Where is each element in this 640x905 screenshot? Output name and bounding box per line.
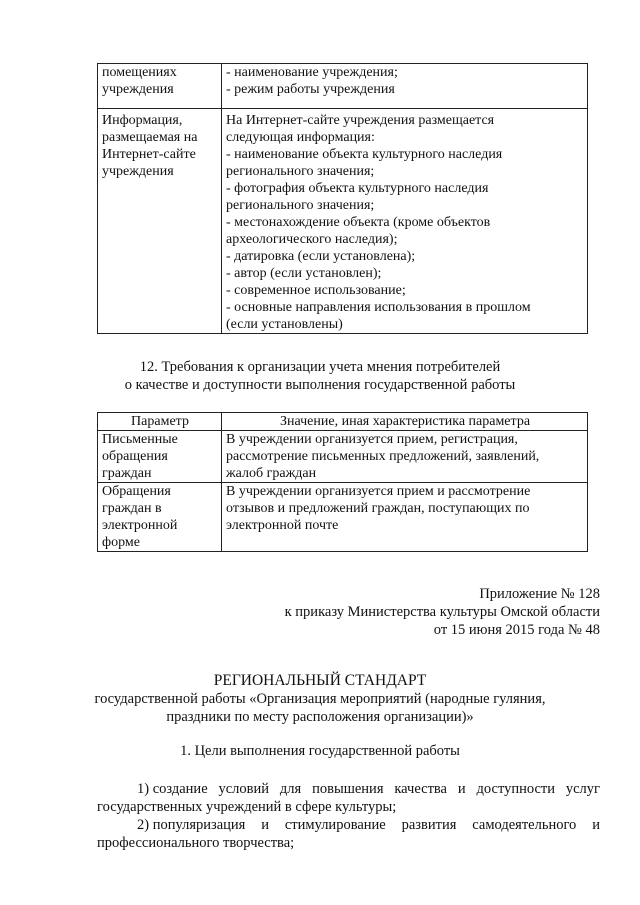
cell-line: граждан в (102, 501, 162, 516)
cell-line: размещаемая на (102, 130, 198, 145)
cell-line: археологического наследия); (226, 232, 398, 247)
table-cell (98, 109, 222, 334)
standard-subtitle: государственной работы «Организация мероприятий (народные гуляния, (94, 691, 546, 707)
word: и (592, 817, 600, 833)
word: повышения (312, 781, 384, 797)
cell-line: отзывов и предложений граждан, поступающих по (226, 501, 530, 516)
cell-line: - фотография объекта культурного наследия (226, 181, 489, 196)
word: и (261, 817, 269, 833)
section-1-heading: 1. Цели выполнения государственной работы (180, 743, 460, 759)
column-header: Параметр (98, 413, 222, 431)
cell-line: электронной (102, 518, 178, 533)
heading-line: о качестве и доступности выполнения государственной работы (124, 377, 516, 393)
table-cell (222, 109, 588, 334)
standard-title: РЕГИОНАЛЬНЫЙ СТАНДАРТ (213, 672, 427, 689)
cell-line: Письменные (102, 432, 178, 447)
cell-line: регионального значения; (226, 198, 375, 213)
word: самодеятельного (472, 817, 577, 833)
cell-line: форме (102, 535, 140, 550)
appendix-line: от 15 июня 2015 года № 48 (433, 622, 600, 638)
cell-line: - наименование учреждения; (226, 65, 398, 80)
cell-line: - основные направления использования в прошлом (226, 300, 531, 315)
cell-line: - современное использование; (226, 283, 406, 298)
column-header: Значение, иная характеристика параметра (222, 413, 588, 431)
justified-line (97, 780, 600, 798)
table-cell (98, 64, 222, 109)
appendix-line: Приложение № 128 (479, 586, 600, 602)
paragraph-line: государственных учреждений в сфере культуры; (97, 799, 397, 815)
section-12-heading (0, 358, 640, 394)
word: качества (394, 781, 447, 797)
cell-line: следующая информация: (226, 130, 375, 145)
cell-line: граждан (102, 466, 152, 481)
paragraph-2 (97, 816, 600, 852)
cell-line: На Интернет-сайте учреждения размещается (226, 113, 495, 128)
cell-line: - автор (если установлен); (226, 266, 382, 281)
word: и (457, 781, 466, 797)
cell-line: учреждения (102, 82, 174, 97)
cell-line: В учреждении организуется прием, регистрация, (226, 432, 518, 447)
table-row (98, 109, 588, 334)
word: 1) создание (137, 781, 208, 797)
cell-line: - режим работы учреждения (226, 82, 395, 97)
appendix-line: к приказу Министерства культуры Омской области (284, 604, 600, 620)
table-cell (222, 64, 588, 109)
word: стимулирование (284, 817, 386, 833)
word: услуг (565, 781, 600, 797)
cell-line: Информация, (102, 113, 183, 128)
paragraph-1 (97, 780, 600, 816)
table-cell (98, 483, 222, 552)
cell-line: Интернет-сайте (102, 147, 196, 162)
paragraph-line: профессионального творчества; (97, 835, 295, 851)
info-table (97, 63, 588, 334)
cell-line: Обращения (102, 484, 171, 499)
cell-line: обращения (102, 449, 168, 464)
table-row (98, 483, 588, 552)
cell-line: регионального значения; (226, 164, 375, 179)
cell-line: - местонахождение объекта (кроме объектов (226, 215, 491, 230)
cell-line: рассмотрение письменных предложений, заявлений, (226, 449, 540, 464)
word: условий (218, 781, 270, 797)
table-row (98, 431, 588, 483)
word: 2) популяризация (137, 817, 246, 833)
heading-line: 12. Требования к организации учета мнения потребителей (139, 359, 501, 375)
cell-line: - наименование объекта культурного наследия (226, 147, 503, 162)
cell-line: - датировка (если установлена); (226, 249, 416, 264)
cell-line: учреждения (102, 164, 174, 179)
cell-line: помещениях (102, 65, 177, 80)
cell-line: В учреждении организуется прием и рассмотрение (226, 484, 531, 499)
standard-subtitle: праздники по месту расположения организации)» (166, 709, 474, 725)
appendix-note (285, 585, 600, 639)
table-cell (98, 431, 222, 483)
cell-line: (если установлены) (226, 317, 343, 332)
word: для (279, 781, 302, 797)
justified-line (97, 816, 600, 834)
table-row (98, 64, 588, 109)
cell-line: электронной почте (226, 518, 339, 533)
feedback-table (97, 412, 588, 552)
cell-line: жалоб граждан (226, 466, 317, 481)
table-cell (222, 431, 588, 483)
table-header-row (98, 413, 588, 431)
word: доступности (476, 781, 555, 797)
word: развития (401, 817, 457, 833)
standard-title-block (0, 672, 640, 726)
table-cell (222, 483, 588, 552)
